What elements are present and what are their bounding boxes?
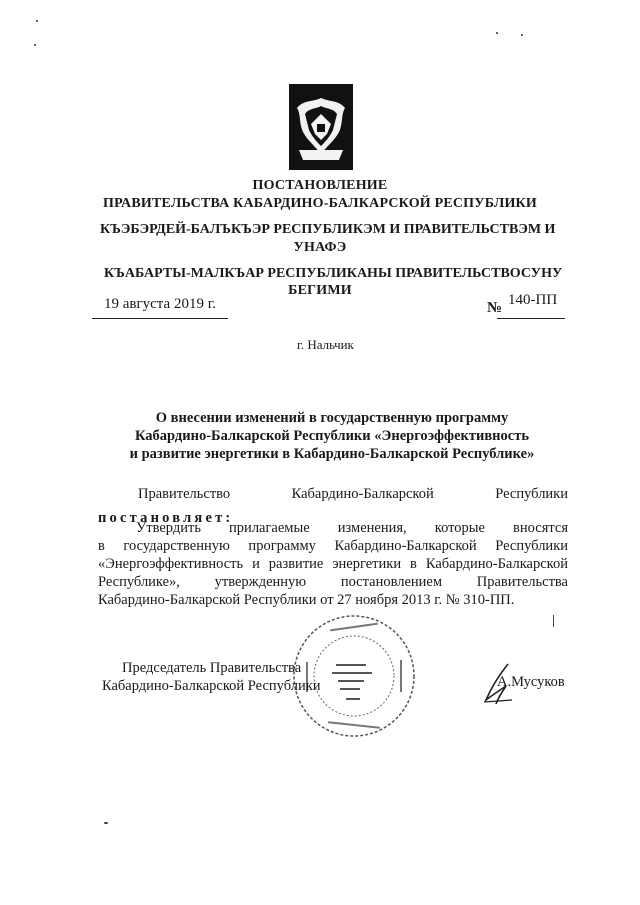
scan-speck — [104, 822, 108, 824]
issuer-heading-krc-2: БЕГИМИ — [288, 283, 352, 298]
document-date: 19 августа 2019 г. — [104, 296, 216, 312]
coat-of-arms-icon — [289, 84, 353, 170]
issuer-heading-kbd-1: КЪЭБЭРДЕЙ-БАЛЪКЪЭР РЕСПУБЛИКЭМ И ПРАВИТЕЛЬСТВЭМ И — [100, 222, 556, 237]
document-city: г. Нальчик — [297, 337, 354, 352]
scan-speck — [36, 20, 38, 22]
body-line: Утвердить прилагаемые изменения, которые вносятся — [136, 520, 568, 536]
scan-speck — [521, 34, 523, 36]
scan-speck — [34, 44, 36, 46]
signatory-name: А.Мусуков — [497, 674, 565, 690]
date-underline — [92, 318, 228, 319]
scan-mark — [553, 615, 554, 627]
number-underline — [497, 318, 565, 319]
signatory-title-1: Председатель Правительства — [122, 660, 302, 676]
issuer-heading-kbd-2: УНАФЭ — [293, 240, 347, 255]
preamble-word: Республики — [495, 486, 568, 502]
subject-line: и развитие энергетики в Кабардино-Балкарской Республике» — [129, 446, 535, 462]
doc-type-heading: ПОСТАНОВЛЕНИЕ — [252, 178, 388, 193]
subject-line: Кабардино-Балкарской Республики «Энергоэффективность — [134, 428, 530, 444]
document-subject — [112, 409, 552, 463]
body-line: Республике», утвержденную постановлением Правительства — [98, 574, 568, 590]
signatory-title-2: Кабардино-Балкарской Республики — [102, 678, 321, 694]
body-line: в государственную программу Кабардино-Балкарской Республики — [98, 538, 568, 554]
document-number: 140-ПП — [508, 292, 558, 308]
subject-line: О внесении изменений в государственную программу — [155, 410, 509, 426]
body-line: Кабардино-Балкарской Республики от 27 ноября 2013 г. № 310-ПП. — [98, 592, 515, 608]
official-seal-stamp — [290, 612, 418, 740]
resolves-word: постановляет: — [98, 510, 234, 526]
issuer-heading-krc-1: КЪАБАРТЫ-МАЛКЪАР РЕСПУБЛИКАНЫ ПРАВИТЕЛЬСТВОСУНУ — [104, 266, 563, 281]
preamble-word: Кабардино-Балкарской — [291, 486, 434, 502]
preamble-line — [98, 486, 568, 503]
scan-speck — [496, 32, 498, 34]
preamble-word: Правительство — [138, 486, 231, 502]
issuer-heading-ru: ПРАВИТЕЛЬСТВА КАБАРДИНО-БАЛКАРСКОЙ РЕСПУБЛИКИ — [102, 196, 538, 211]
body-line: «Энергоэффективность и развитие энергетики в Кабардино-Балкарской — [98, 556, 568, 572]
number-sign: № — [487, 300, 503, 316]
